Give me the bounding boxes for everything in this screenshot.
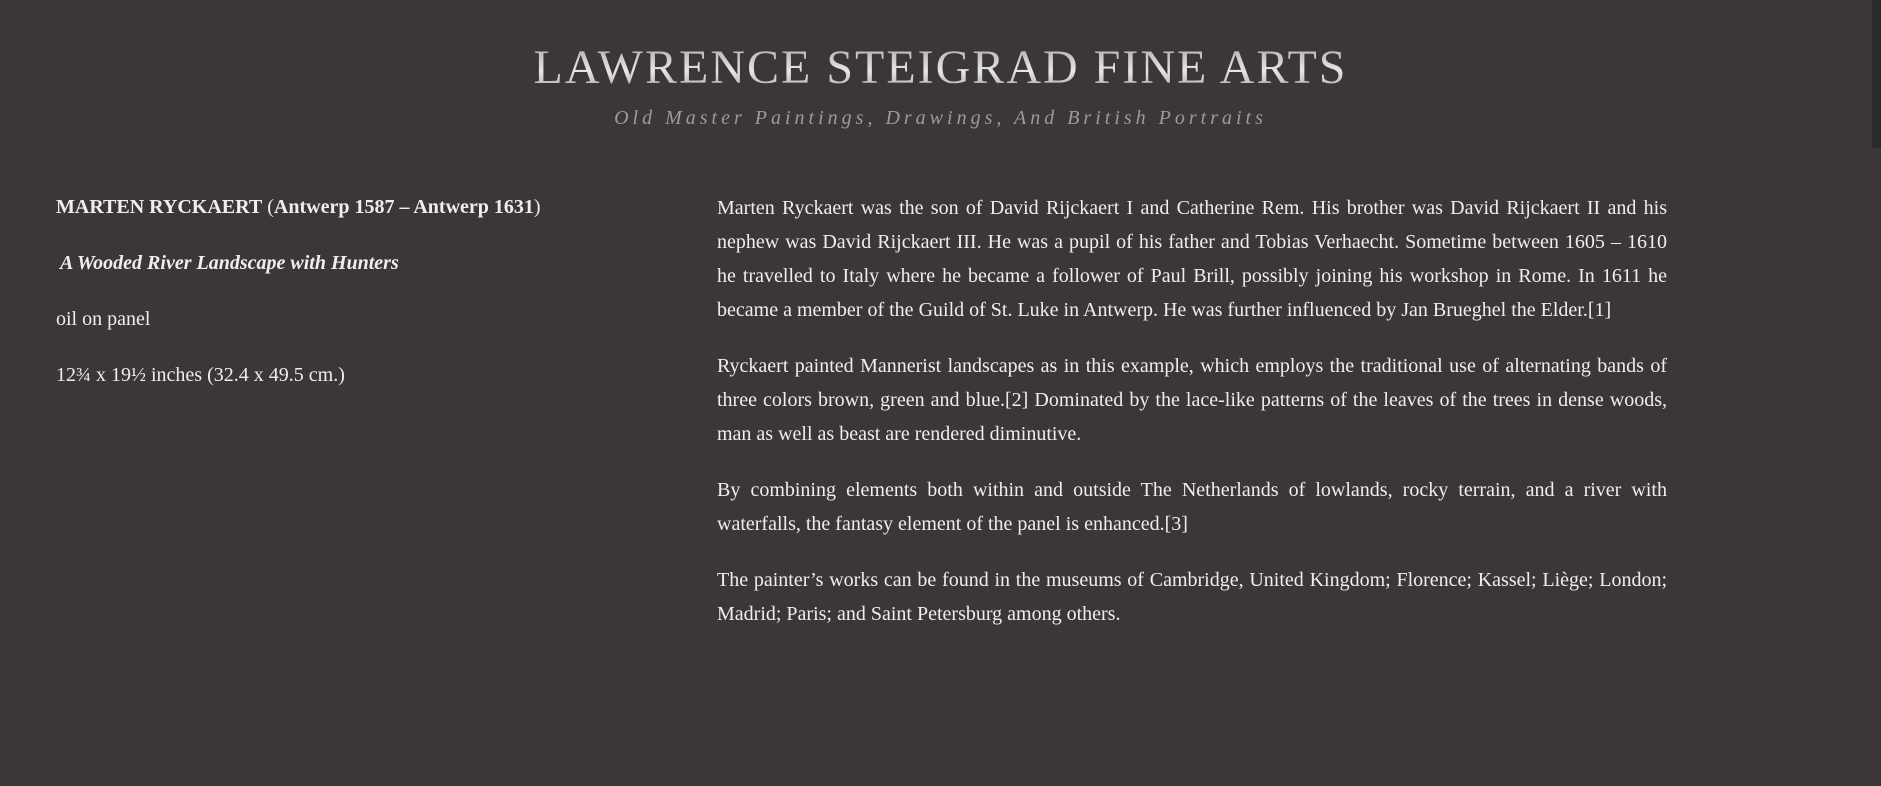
description-paragraph: The painter’s works can be found in the museums of Cambridge, United Kingdom; Florence; Kassel; Liège; London; Madrid; Paris; and Saint Petersburg among others. xyxy=(717,569,1667,625)
paren-close: ) xyxy=(533,196,541,218)
artist-lifespan: Antwerp 1587 – Antwerp 1631 xyxy=(273,196,534,218)
scrollbar-thumb[interactable] xyxy=(1872,0,1881,148)
painting-title: A Wooded River Landscape with Hunters xyxy=(60,252,399,274)
artist-line xyxy=(56,190,656,224)
description-paragraph: Ryckaert painted Mannerist landscapes as in this example, which employs the traditional use of alternating bands of three colors brown, green and blue.[2] Dominated by the lace-like patterns of the leaves of the trees in dense woods, man as well as beast are rendered diminutive. xyxy=(717,355,1667,445)
painting-dimensions: 12¾ x 19½ inches (32.4 x 49.5 cm.) xyxy=(56,364,345,386)
paren-open: ( xyxy=(267,196,274,218)
artwork-details xyxy=(56,190,656,414)
site-title[interactable]: LAWRENCE STEIGRAD FINE ARTS xyxy=(0,38,1881,98)
artwork-description xyxy=(717,191,1667,653)
description-paragraph: Marten Ryckaert was the son of David Rijckaert I and Catherine Rem. His brother was David Rijckaert II and his nephew was David Rijckaert III. He was a pupil of his father and Tobias Verhaecht. Sometime between 1605 – 1610 he travelled to Italy where he became a follower of Paul Brill, possibly joining his workshop in Rome. In 1611 he became a member of the Guild of St. Luke in Antwerp. He was further influenced by Jan Brueghel the Elder.[1] xyxy=(717,197,1667,321)
painting-medium: oil on panel xyxy=(56,308,151,330)
description-paragraph: By combining elements both within and outside The Netherlands of lowlands, rocky terrain, and a river with waterfalls, the fantasy element of the panel is enhanced.[3] xyxy=(717,479,1667,535)
site-tagline: Old Master Paintings, Drawings, And British Portraits xyxy=(614,107,1267,129)
artist-name: MARTEN RYCKAERT xyxy=(56,196,263,218)
